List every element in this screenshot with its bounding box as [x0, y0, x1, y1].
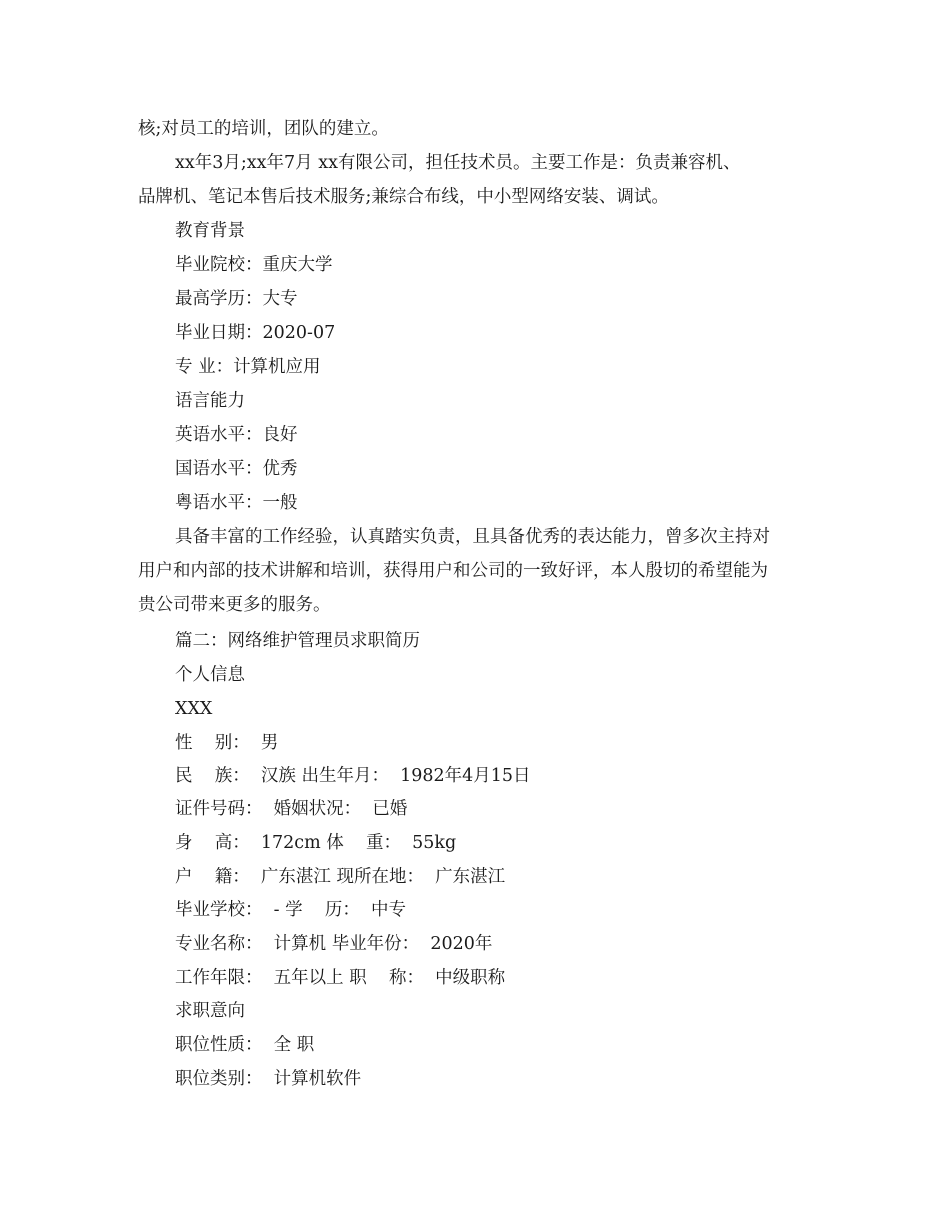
section-heading: 语言能力: [175, 391, 245, 411]
text-line: 民 族： 汉族 出生年月： 1982年4月15日: [175, 766, 531, 786]
text-line: 用户和内部的技术讲解和培训，获得用户和公司的一致好评，本人殷切的希望能为: [138, 561, 768, 581]
text-line: 户 籍： 广东湛江 现所在地： 广东湛江: [175, 867, 506, 887]
section-heading: 教育背景: [175, 221, 245, 241]
text-line: 毕业院校：重庆大学: [175, 255, 333, 275]
text-line: 最高学历：大专: [175, 289, 298, 309]
text-line: 粤语水平：一般: [175, 493, 298, 513]
text-line: 专业名称： 计算机 毕业年份： 2020年: [175, 934, 493, 954]
text-line: 证件号码： 婚姻状况： 已婚: [175, 799, 408, 819]
text-line: 毕业日期：2020-07: [175, 323, 336, 343]
section-heading: 个人信息: [175, 665, 245, 685]
text-line: 毕业学校： - 学 历： 中专: [175, 900, 406, 920]
section-heading: 求职意向: [175, 1001, 245, 1021]
text-line: 具备丰富的工作经验，认真踏实负责，且具备优秀的表达能力，曾多次主持对: [175, 527, 770, 547]
text-line: 国语水平：优秀: [175, 459, 298, 479]
text-line: 英语水平：良好: [175, 425, 298, 445]
text-line: 专 业：计算机应用: [175, 357, 321, 377]
text-line: 性 别： 男: [175, 733, 279, 753]
text-line: 品牌机、笔记本售后技术服务;兼综合布线，中小型网络安装、调试。: [138, 187, 669, 207]
text-line: xx年3月;xx年7月 xx有限公司，担任技术员。主要工作是：负责兼容机、: [175, 153, 741, 173]
text-line: XXX: [175, 699, 213, 719]
text-line: 核;对员工的培训，团队的建立。: [138, 119, 389, 139]
text-line: 身 高： 172cm 体 重： 55kg: [175, 833, 457, 853]
text-line: 贵公司带来更多的服务。: [138, 595, 331, 615]
text-line: 职位类别： 计算机软件: [175, 1069, 362, 1089]
section-heading: 篇二：网络维护管理员求职简历: [175, 631, 420, 651]
text-line: 职位性质： 全 职: [175, 1035, 315, 1055]
text-line: 工作年限： 五年以上 职 称： 中级职称: [175, 968, 506, 988]
